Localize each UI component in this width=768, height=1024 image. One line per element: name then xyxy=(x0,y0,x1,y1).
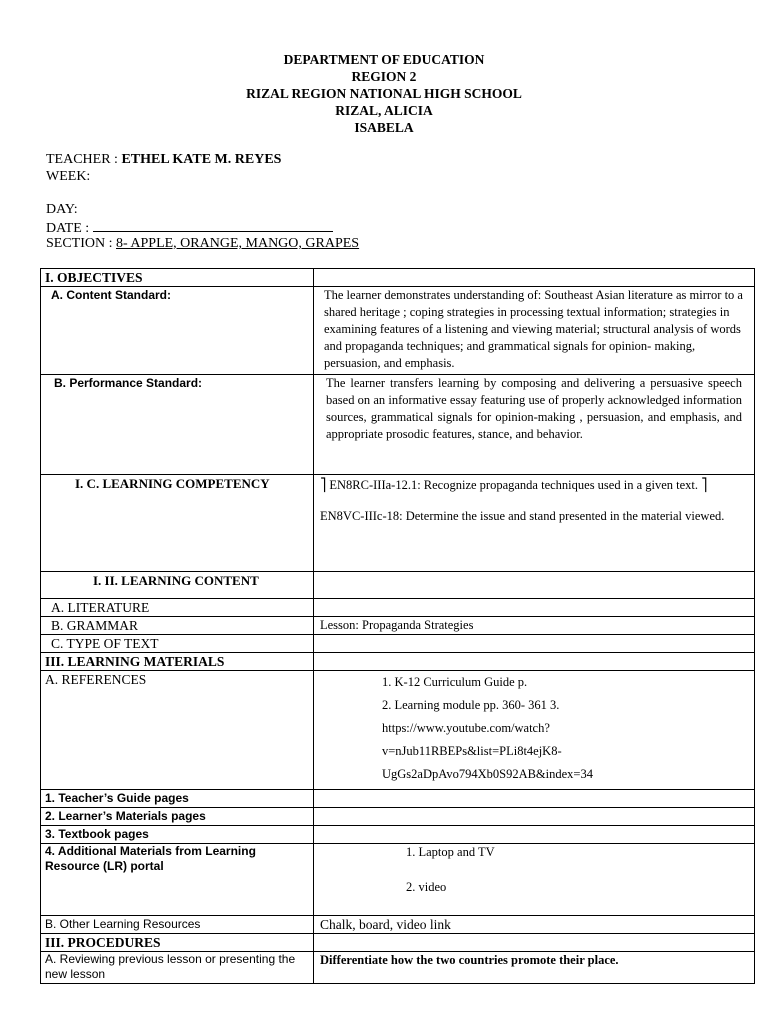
table-row xyxy=(41,599,755,617)
empty-cell xyxy=(314,572,755,599)
reference-item: https://www.youtube.com/watch? xyxy=(382,721,550,735)
additional-item: 2. video xyxy=(406,880,447,894)
table-row xyxy=(41,635,755,653)
type-of-text-label: C. TYPE OF TEXT xyxy=(41,635,314,653)
grammar-label: B. GRAMMAR xyxy=(41,617,314,635)
objectives-heading: I. OBJECTIVES xyxy=(41,269,314,287)
teacher-label: TEACHER : xyxy=(46,152,122,167)
table-row xyxy=(41,653,755,671)
empty-cell xyxy=(314,269,755,287)
table-row xyxy=(41,808,755,826)
table-row xyxy=(41,375,755,475)
literature-label: A. LITERATURE xyxy=(41,599,314,617)
teacher-line xyxy=(46,152,281,168)
reviewing-value: Differentiate how the two countries promote their place. xyxy=(314,952,755,984)
teachers-guide-label: 1. Teacher’s Guide pages xyxy=(41,790,314,808)
week-line: WEEK: xyxy=(46,169,91,184)
table-row xyxy=(41,916,755,934)
learning-content-heading: I. II. LEARNING CONTENT xyxy=(41,572,314,599)
other-resources-label: B. Other Learning Resources xyxy=(41,916,314,934)
day-line: DAY: xyxy=(46,202,78,217)
section-value: 8- APPLE, ORANGE, MANGO, GRAPES xyxy=(116,236,360,251)
table-row xyxy=(41,934,755,952)
table-row xyxy=(41,572,755,599)
table-row xyxy=(41,790,755,808)
table-row xyxy=(41,287,755,375)
table-row xyxy=(41,844,755,916)
section-label: SECTION : xyxy=(46,236,116,251)
reviewing-label: A. Reviewing previous lesson or presenting the new lesson xyxy=(41,952,314,984)
reference-item: v=nJub11RBEPs&list=PLi8t4ejK8- xyxy=(382,744,562,758)
reference-item: 2. Learning module pp. 360- 361 3. xyxy=(382,698,560,712)
additional-materials-label: 4. Additional Materials from Learning Resource (LR) portal xyxy=(41,844,314,916)
reference-item: UgGs2aDpAvo794Xb0S92AB&index=34 xyxy=(382,767,593,781)
empty-cell xyxy=(314,934,755,952)
header-department: DEPARTMENT OF EDUCATION xyxy=(283,52,485,67)
empty-cell xyxy=(314,826,755,844)
learning-materials-heading: III. LEARNING MATERIALS xyxy=(41,653,314,671)
references-cell xyxy=(314,671,755,790)
table-row xyxy=(41,475,755,572)
grammar-value: Lesson: Propaganda Strategies xyxy=(314,617,755,635)
learners-materials-label: 2. Learner’s Materials pages xyxy=(41,808,314,826)
competency-1: ⎤ EN8RC-IIIa-12.1: Recognize propaganda techniques used in a given text. ⎤ xyxy=(320,478,708,492)
learning-competency-label: I. C. LEARNING COMPETENCY xyxy=(41,475,314,572)
content-standard-label: A. Content Standard: xyxy=(41,287,314,375)
section-line xyxy=(46,236,359,252)
date-blank xyxy=(93,219,333,232)
empty-cell xyxy=(314,790,755,808)
header-town: RIZAL, ALICIA xyxy=(335,103,433,118)
textbook-pages-label: 3. Textbook pages xyxy=(41,826,314,844)
other-resources-value: Chalk, board, video link xyxy=(314,916,755,934)
learning-competency-cell xyxy=(314,475,755,572)
empty-cell xyxy=(314,599,755,617)
empty-cell xyxy=(314,635,755,653)
table-row xyxy=(41,617,755,635)
performance-standard-label: B. Performance Standard: xyxy=(41,375,314,475)
additional-materials-cell xyxy=(314,844,755,916)
table-row xyxy=(41,952,755,984)
procedures-heading: III. PROCEDURES xyxy=(41,934,314,952)
teacher-name: ETHEL KATE M. REYES xyxy=(121,152,282,167)
lesson-plan-table xyxy=(40,268,755,984)
table-row xyxy=(41,269,755,287)
date-line xyxy=(46,219,333,237)
date-label: DATE : xyxy=(46,221,93,236)
header-school: RIZAL REGION NATIONAL HIGH SCHOOL xyxy=(246,86,522,101)
content-standard-text: The learner demonstrates understanding of: Southeast Asian literature as mirror to a shared heritage ; coping strategies in processing textual information; strategies in examining features of a listening and viewing material; structural analysis of words and propaganda techniques; and grammatical signals for opinion- making, persuasion, and emphasis. xyxy=(314,287,755,375)
additional-item: 1. Laptop and TV xyxy=(406,845,495,859)
reference-item: 1. K-12 Curriculum Guide p. xyxy=(382,675,528,689)
header-province: ISABELA xyxy=(354,120,414,135)
competency-2: EN8VC-IIIc-18: Determine the issue and stand presented in the material viewed. xyxy=(320,509,725,523)
references-label: A. REFERENCES xyxy=(41,671,314,790)
empty-cell xyxy=(314,808,755,826)
table-row xyxy=(41,826,755,844)
empty-cell xyxy=(314,653,755,671)
performance-standard-text: The learner transfers learning by composing and delivering a persuasive speech based on an informative essay featuring use of properly acknowledged information sources, grammatical signals for opinion-making , persuasion, and emphasis, and appropriate prosodic features, stance, and behavior. xyxy=(314,375,755,475)
header-region: REGION 2 xyxy=(351,69,417,84)
table-row xyxy=(41,671,755,790)
